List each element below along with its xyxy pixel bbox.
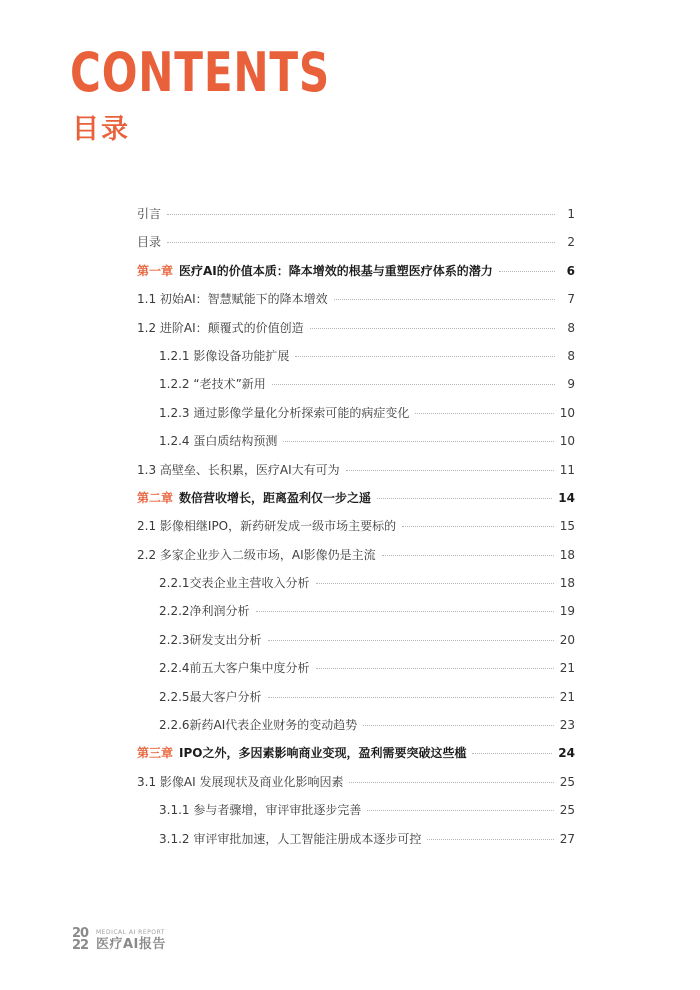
toc-page-number: 24 [558, 746, 575, 761]
toc-page-number: 6 [566, 263, 575, 278]
toc-entry-label: 2.1 影像相继IPO，新药研发成一级市场主要标的 [137, 519, 397, 534]
toc-dot-leader [377, 498, 552, 499]
toc-entry[interactable] [137, 427, 575, 455]
table-of-contents [137, 200, 575, 853]
logo-year [72, 928, 92, 952]
toc-entry-label: 引言 [137, 207, 162, 221]
toc-chapter-number: 第二章 [137, 490, 174, 505]
toc-page-number: 18 [559, 576, 575, 591]
toc-entry[interactable] [137, 456, 575, 484]
toc-entry-label: 2.2.3研发支出分析 [159, 632, 262, 647]
toc-page-number: 15 [559, 519, 575, 534]
toc-entry[interactable] [137, 370, 575, 398]
toc-entry[interactable] [137, 228, 575, 256]
toc-entry-label: 3.1.1 参与者骤增，审评审批逐步完善 [159, 803, 362, 818]
toc-page-number: 25 [559, 803, 575, 818]
toc-entry-label: 医疗AI的价值本质：降本增效的根基与重塑医疗体系的潜力 [179, 263, 493, 278]
toc-entry[interactable] [137, 541, 575, 569]
toc-entry-label: 2.2.2净利润分析 [159, 604, 250, 619]
toc-page-number: 1 [567, 207, 575, 221]
toc-page-number: 10 [559, 405, 575, 420]
toc-entry[interactable] [137, 711, 575, 739]
toc-page-number: 27 [559, 831, 575, 846]
toc-chapter-entry[interactable] [137, 739, 575, 767]
toc-entry[interactable] [137, 654, 575, 682]
contents-title: CONTENTS [70, 41, 331, 104]
toc-entry-label: 数倍营收增长，距离盈利仅一步之遥 [179, 490, 372, 505]
toc-page-number: 8 [567, 348, 575, 363]
toc-dot-leader [349, 782, 553, 783]
toc-entry-label: IPO之外，多因素影响商业变现，盈利需要突破这些槛 [179, 746, 467, 761]
toc-dot-leader [427, 839, 553, 840]
toc-entry[interactable] [137, 825, 575, 853]
logo-text [96, 929, 166, 952]
report-logo [72, 928, 166, 952]
toc-dot-leader [334, 299, 555, 300]
toc-entry-label: 1.2.4 蛋白质结构预测 [159, 434, 278, 449]
toc-dot-leader [268, 640, 554, 641]
toc-dot-leader [283, 441, 553, 442]
toc-dot-leader [346, 470, 554, 471]
toc-chapter-entry[interactable] [137, 257, 575, 285]
toc-entry[interactable] [137, 597, 575, 625]
toc-dot-leader [167, 242, 555, 243]
toc-dot-leader [499, 271, 555, 272]
toc-entry-label: 3.1 影像AI 发展现状及商业化影响因素 [137, 774, 344, 789]
toc-dot-leader [268, 697, 554, 698]
toc-page-number: 21 [559, 689, 575, 704]
toc-entry-label: 3.1.2 审评审批加速，人工智能注册成本逐步可控 [159, 831, 422, 846]
toc-dot-leader [402, 526, 554, 527]
toc-entry[interactable] [137, 399, 575, 427]
toc-dot-leader [415, 413, 553, 414]
logo-year-bottom: 22 [72, 938, 89, 953]
toc-dot-leader [167, 214, 555, 215]
toc-entry-label: 2.2.4前五大客户集中度分析 [159, 661, 310, 676]
logo-year-top: 20 [72, 926, 89, 941]
toc-page-number: 8 [567, 320, 575, 335]
toc-entry[interactable] [137, 285, 575, 313]
toc-dot-leader [316, 583, 554, 584]
toc-entry[interactable] [137, 569, 575, 597]
toc-page-number: 20 [559, 632, 575, 647]
toc-dot-leader [367, 810, 553, 811]
toc-entry-label: 1.1 初始AI：智慧赋能下的降本增效 [137, 292, 328, 307]
toc-entry-label: 1.2.2 “老技术”新用 [159, 377, 266, 392]
toc-page-number: 19 [559, 604, 575, 619]
contents-subtitle: 目录 [72, 114, 130, 145]
toc-entry[interactable] [137, 314, 575, 342]
toc-page-number: 23 [559, 718, 575, 733]
toc-page-number: 11 [559, 462, 575, 477]
toc-entry[interactable] [137, 626, 575, 654]
toc-page-number: 21 [559, 661, 575, 676]
toc-entry[interactable] [137, 768, 575, 796]
toc-dot-leader [472, 753, 552, 754]
toc-page-number: 2 [567, 235, 575, 250]
toc-chapter-number: 第三章 [137, 746, 174, 761]
toc-dot-leader [363, 725, 553, 726]
toc-dot-leader [316, 668, 554, 669]
toc-entry-label: 2.2 多家企业步入二级市场，AI影像仍是主流 [137, 547, 376, 562]
toc-page-number: 18 [559, 547, 575, 562]
toc-entry-label: 2.2.5最大客户分析 [159, 689, 262, 704]
toc-entry[interactable] [137, 200, 575, 228]
toc-dot-leader [310, 328, 555, 329]
toc-chapter-entry[interactable] [137, 484, 575, 512]
toc-entry-label: 目录 [137, 235, 162, 250]
toc-entry-label: 1.2.3 通过影像学量化分析探索可能的病症变化 [159, 405, 410, 420]
toc-entry-label: 2.2.6新药AI代表企业财务的变动趋势 [159, 718, 358, 733]
toc-page-number: 25 [559, 774, 575, 789]
toc-entry-label: 1.3 高壁垒、长积累，医疗AI大有可为 [137, 462, 340, 477]
toc-entry[interactable] [137, 796, 575, 824]
toc-chapter-number: 第一章 [137, 263, 174, 278]
toc-page-number: 7 [567, 292, 575, 307]
toc-page-number: 14 [558, 490, 575, 505]
toc-entry-label: 1.2.1 影像设备功能扩展 [159, 348, 290, 363]
toc-dot-leader [256, 611, 554, 612]
toc-entry-label: 1.2 进阶AI：颠覆式的价值创造 [137, 320, 304, 335]
toc-entry[interactable] [137, 342, 575, 370]
toc-page-number: 9 [567, 377, 575, 392]
toc-dot-leader [272, 384, 555, 385]
toc-entry[interactable] [137, 512, 575, 540]
toc-entry[interactable] [137, 683, 575, 711]
logo-subtitle: MEDICAL AI REPORT [96, 928, 165, 936]
toc-page-number: 10 [559, 434, 575, 449]
toc-dot-leader [295, 356, 555, 357]
toc-dot-leader [382, 555, 554, 556]
logo-title: 医疗AI报告 [96, 936, 166, 952]
toc-entry-label: 2.2.1交表企业主营收入分析 [159, 576, 310, 591]
